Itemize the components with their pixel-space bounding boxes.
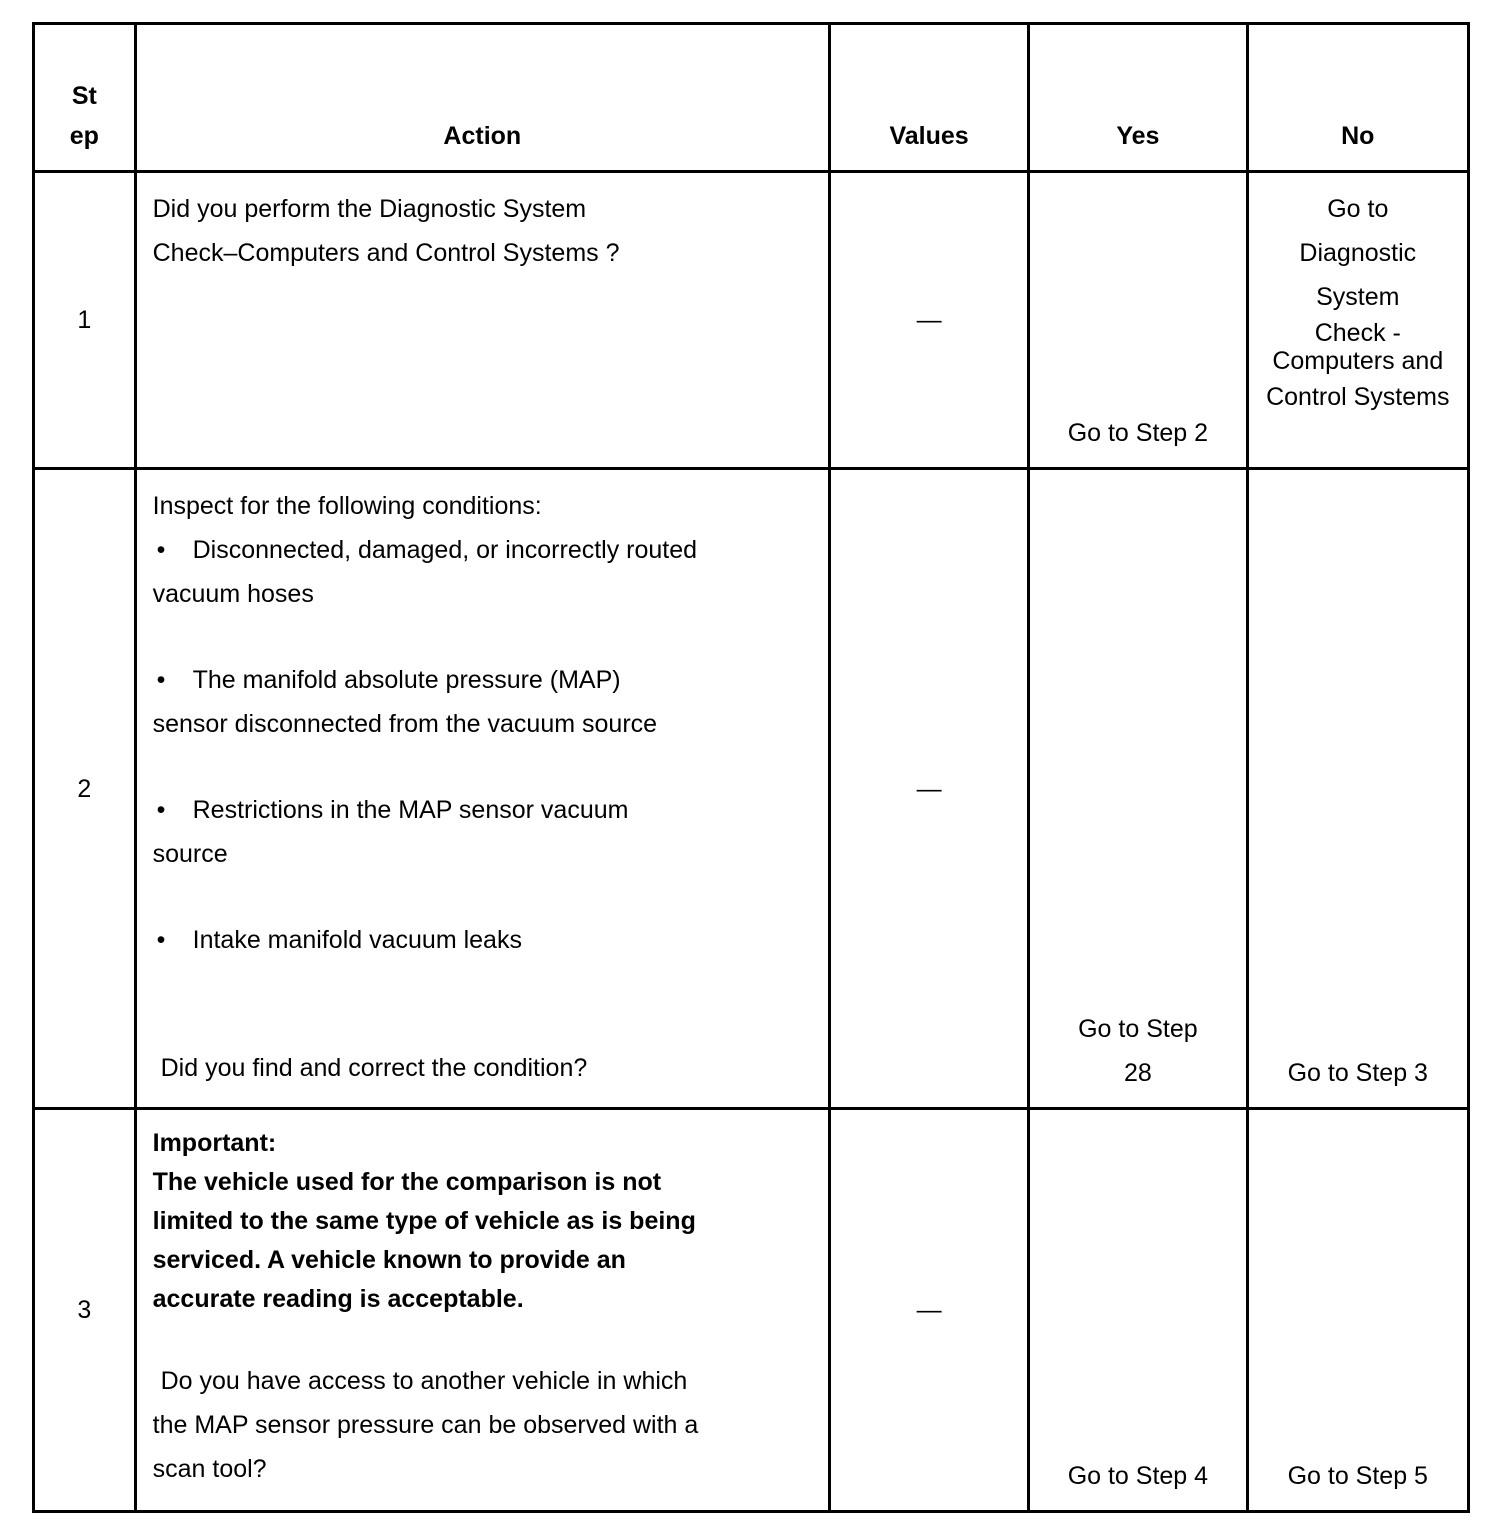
bullet-item: • Disconnected, damaged, or incorrectly routed xyxy=(153,528,818,572)
bullet-item: • Restrictions in the MAP sensor vacuum xyxy=(153,788,818,832)
no-cell xyxy=(1247,172,1468,469)
diagnostic-table xyxy=(32,22,1470,1513)
no-step-link: Go to Diagnostic System Check - Computers and Control Systems xyxy=(1266,195,1450,411)
action-text: Did you perform the Diagnostic System xyxy=(152,195,587,223)
bullet-icon: • xyxy=(156,926,166,954)
action-question: Do you have access to another vehicle in which xyxy=(160,1367,688,1395)
yes-step-link: Go to Step 2 xyxy=(1067,419,1209,447)
action-question: the MAP sensor pressure can be observed with a xyxy=(152,1411,699,1439)
no-step-link: Go to Step 5 xyxy=(1287,1462,1428,1490)
no-step-link: Go to Step 3 xyxy=(1287,1059,1428,1087)
bullet-item-cont: vacuum hoses xyxy=(152,580,314,608)
important-label: Important: xyxy=(152,1129,277,1157)
yes-cell xyxy=(1029,469,1247,1109)
values-cell: — xyxy=(829,172,1028,469)
header-values: Values xyxy=(829,24,1028,172)
action-question: Did you find and correct the condition? xyxy=(160,1054,588,1082)
action-intro: Inspect for the following conditions: xyxy=(152,492,542,520)
no-cell xyxy=(1247,469,1468,1109)
values-cell: — xyxy=(829,1109,1028,1512)
important-text: The vehicle used for the comparison is not xyxy=(152,1168,662,1196)
header-row xyxy=(34,24,1469,172)
bullet-item: • The manifold absolute pressure (MAP) xyxy=(153,658,818,702)
action-text: Check–Computers and Control Systems ? xyxy=(152,239,620,267)
step-number: 2 xyxy=(34,469,136,1109)
bullet-icon: • xyxy=(156,666,166,694)
important-text: limited to the same type of vehicle as is being xyxy=(152,1207,696,1235)
bullet-item: • Intake manifold vacuum leaks xyxy=(153,918,818,962)
header-action: Action xyxy=(135,24,829,172)
no-cell xyxy=(1247,1109,1468,1512)
header-yes: Yes xyxy=(1029,24,1247,172)
yes-cell xyxy=(1029,172,1247,469)
bullet-item-cont: source xyxy=(152,840,228,868)
yes-cell xyxy=(1029,1109,1247,1512)
action-cell xyxy=(135,172,829,469)
table-row xyxy=(34,469,1469,1109)
important-text: accurate reading is acceptable. xyxy=(152,1285,524,1313)
step-number: 3 xyxy=(34,1109,136,1512)
action-question: scan tool? xyxy=(152,1455,267,1483)
bullet-icon: • xyxy=(156,796,166,824)
values-cell: — xyxy=(829,469,1028,1109)
action-cell xyxy=(135,469,829,1109)
important-text: serviced. A vehicle known to provide an xyxy=(152,1246,626,1274)
header-no: No xyxy=(1247,24,1468,172)
bullet-icon: • xyxy=(156,536,166,564)
yes-step-link: Go to Step 4 xyxy=(1067,1462,1209,1490)
step-number: 1 xyxy=(34,172,136,469)
header-step: St ep xyxy=(34,24,136,172)
action-cell xyxy=(135,1109,829,1512)
yes-step-link: Go to Step 28 xyxy=(1078,1015,1198,1087)
table-row xyxy=(34,172,1469,469)
bullet-item-cont: sensor disconnected from the vacuum source xyxy=(152,710,658,738)
table-row xyxy=(34,1109,1469,1512)
